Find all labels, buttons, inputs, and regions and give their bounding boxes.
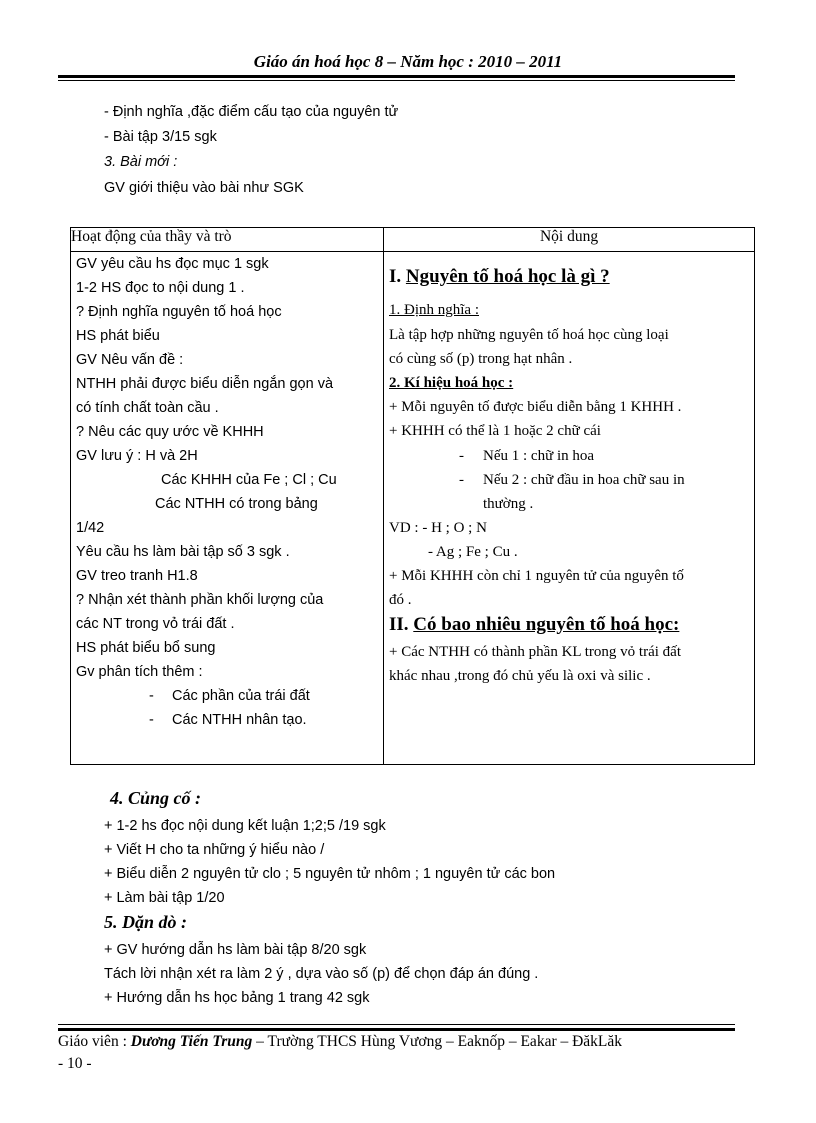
section-5-title: 5. Dặn dò : xyxy=(104,912,188,932)
content-line: - Ag ; Fe ; Cu . xyxy=(428,544,518,560)
footer-rule-thick xyxy=(58,1028,735,1031)
activity-line: HS phát biểu bổ sung xyxy=(76,640,216,656)
section-3-text: GV giới thiệu vào bài như SGK xyxy=(104,180,304,196)
activity-line: GV treo tranh H1.8 xyxy=(76,568,198,584)
activity-line: GV lưu ý : H và 2H xyxy=(76,448,198,464)
section-3-title: 3. Bài mới : xyxy=(104,154,178,170)
content-line: VD : - H ; O ; N xyxy=(389,520,487,536)
content-subheading-symbol: 2. Kí hiệu hoá học : xyxy=(389,375,514,391)
activity-line: ? Nêu các quy ước về KHHH xyxy=(76,424,264,440)
content-line: thường . xyxy=(483,496,534,512)
activity-line: ? Nhận xét thành phần khối lượng của xyxy=(76,592,324,608)
header-rule-thick xyxy=(58,75,735,78)
content-line: có cùng số (p) trong hạt nhân . xyxy=(389,351,573,367)
intro-item: - Bài tập 3/15 sgk xyxy=(104,129,217,145)
intro-item: - Định nghĩa ,đặc điểm cấu tạo của nguyên tử xyxy=(104,104,399,120)
section-4-item: + 1-2 hs đọc nội dung kết luận 1;2;5 /19 sgk xyxy=(104,818,386,834)
section-4-item: + Biểu diễn 2 nguyên tử clo ; 5 nguyên tử nhôm ; 1 nguyên tử các bon xyxy=(104,866,556,882)
section-4-item: + Làm bài tập 1/20 xyxy=(104,890,225,906)
content-line: + KHHH có thể là 1 hoặc 2 chữ cái xyxy=(389,423,601,439)
content-line: + Các NTHH có thành phần KL trong vỏ trái đất xyxy=(389,644,681,660)
activity-line: các NT trong vỏ trái đất . xyxy=(76,616,235,632)
activities-cell xyxy=(71,252,384,765)
footer-teacher: Dương Tiến Trung xyxy=(130,1033,253,1050)
content-line: Là tập hợp những nguyên tố hoá học cùng loại xyxy=(389,327,669,343)
dash-bullet: - xyxy=(149,712,154,728)
activity-line: Các KHHH của Fe ; Cl ; Cu xyxy=(161,472,337,488)
activity-line: Gv phân tích thêm : xyxy=(76,664,203,680)
section-4-title: 4. Củng cố : xyxy=(110,788,202,808)
dash-bullet: - xyxy=(149,688,154,704)
activity-line: Các NTHH có trong bảng xyxy=(155,496,318,512)
activity-line: GV yêu cầu hs đọc mục 1 sgk xyxy=(76,256,269,272)
activity-line: GV Nêu vấn đề : xyxy=(76,352,184,368)
content-line: + Mỗi KHHH còn chỉ 1 nguyên tử của nguyên tố xyxy=(389,568,684,584)
content-heading-2-text: Có bao nhiêu nguyên tố hoá học: xyxy=(413,614,680,635)
table-head-left: Hoạt động của thầy và trò xyxy=(71,228,384,252)
content-heading-2: II. Có bao nhiêu nguyên tố hoá học: xyxy=(389,614,680,635)
content-line: khác nhau ,trong đó chủ yếu là oxi và silic . xyxy=(389,668,651,684)
page-header-title: Giáo án hoá học 8 – Năm học : 2010 – 2011 xyxy=(253,52,563,71)
lesson-table xyxy=(70,227,755,765)
footer-prefix: Giáo viên : xyxy=(58,1033,127,1050)
content-line: Nếu 1 : chữ in hoa xyxy=(483,448,595,464)
activity-line: 1-2 HS đọc to nội dung 1 . xyxy=(76,280,245,296)
section-5-item: + GV hướng dẫn hs làm bài tập 8/20 sgk xyxy=(104,942,367,958)
content-heading-1-text: Nguyên tố hoá học là gì ? xyxy=(405,266,610,287)
activity-line: Các phần của trái đất xyxy=(172,688,310,704)
activity-line: HS phát biểu xyxy=(76,328,160,344)
content-line: Nếu 2 : chữ đầu in hoa chữ sau in xyxy=(483,472,685,488)
dash-bullet: - xyxy=(459,448,464,464)
content-heading-1: I. Nguyên tố hoá học là gì ? xyxy=(389,266,610,287)
header-rule-thin xyxy=(58,80,735,81)
footer-line xyxy=(58,1033,622,1051)
section-5-item: Tách lời nhận xét ra làm 2 ý , dựa vào số (p) để chọn đáp án đúng . xyxy=(104,966,539,982)
activity-line: 1/42 xyxy=(76,520,105,536)
section-5-item: + Hướng dẫn hs học bảng 1 trang 42 sgk xyxy=(104,990,370,1006)
activity-line: ? Định nghĩa nguyên tố hoá học xyxy=(76,304,282,320)
table-head-right: Nội dung xyxy=(384,228,755,252)
section-4-item: + Viết H cho ta những ý hiểu nào / xyxy=(104,842,325,858)
activity-line: có tính chất toàn cầu . xyxy=(76,400,219,416)
content-cell xyxy=(384,252,755,765)
content-subheading-definition: 1. Định nghĩa : xyxy=(389,302,479,318)
dash-bullet: - xyxy=(459,472,464,488)
content-line: + Mỗi nguyên tố được biểu diễn bằng 1 KHHH . xyxy=(389,399,682,415)
footer-rule-thin xyxy=(58,1024,735,1025)
activity-line: Yêu cầu hs làm bài tập số 3 sgk . xyxy=(76,544,290,560)
footer-suffix: – Trường THCS Hùng Vương – Eaknốp – Eakar – ĐăkLăk xyxy=(256,1033,623,1050)
page-number: - 10 - xyxy=(58,1055,92,1072)
activity-line: NTHH phải được biểu diễn ngắn gọn và xyxy=(76,376,334,392)
content-line: đó . xyxy=(389,592,412,608)
activity-line: Các NTHH nhân tạo. xyxy=(172,712,307,728)
